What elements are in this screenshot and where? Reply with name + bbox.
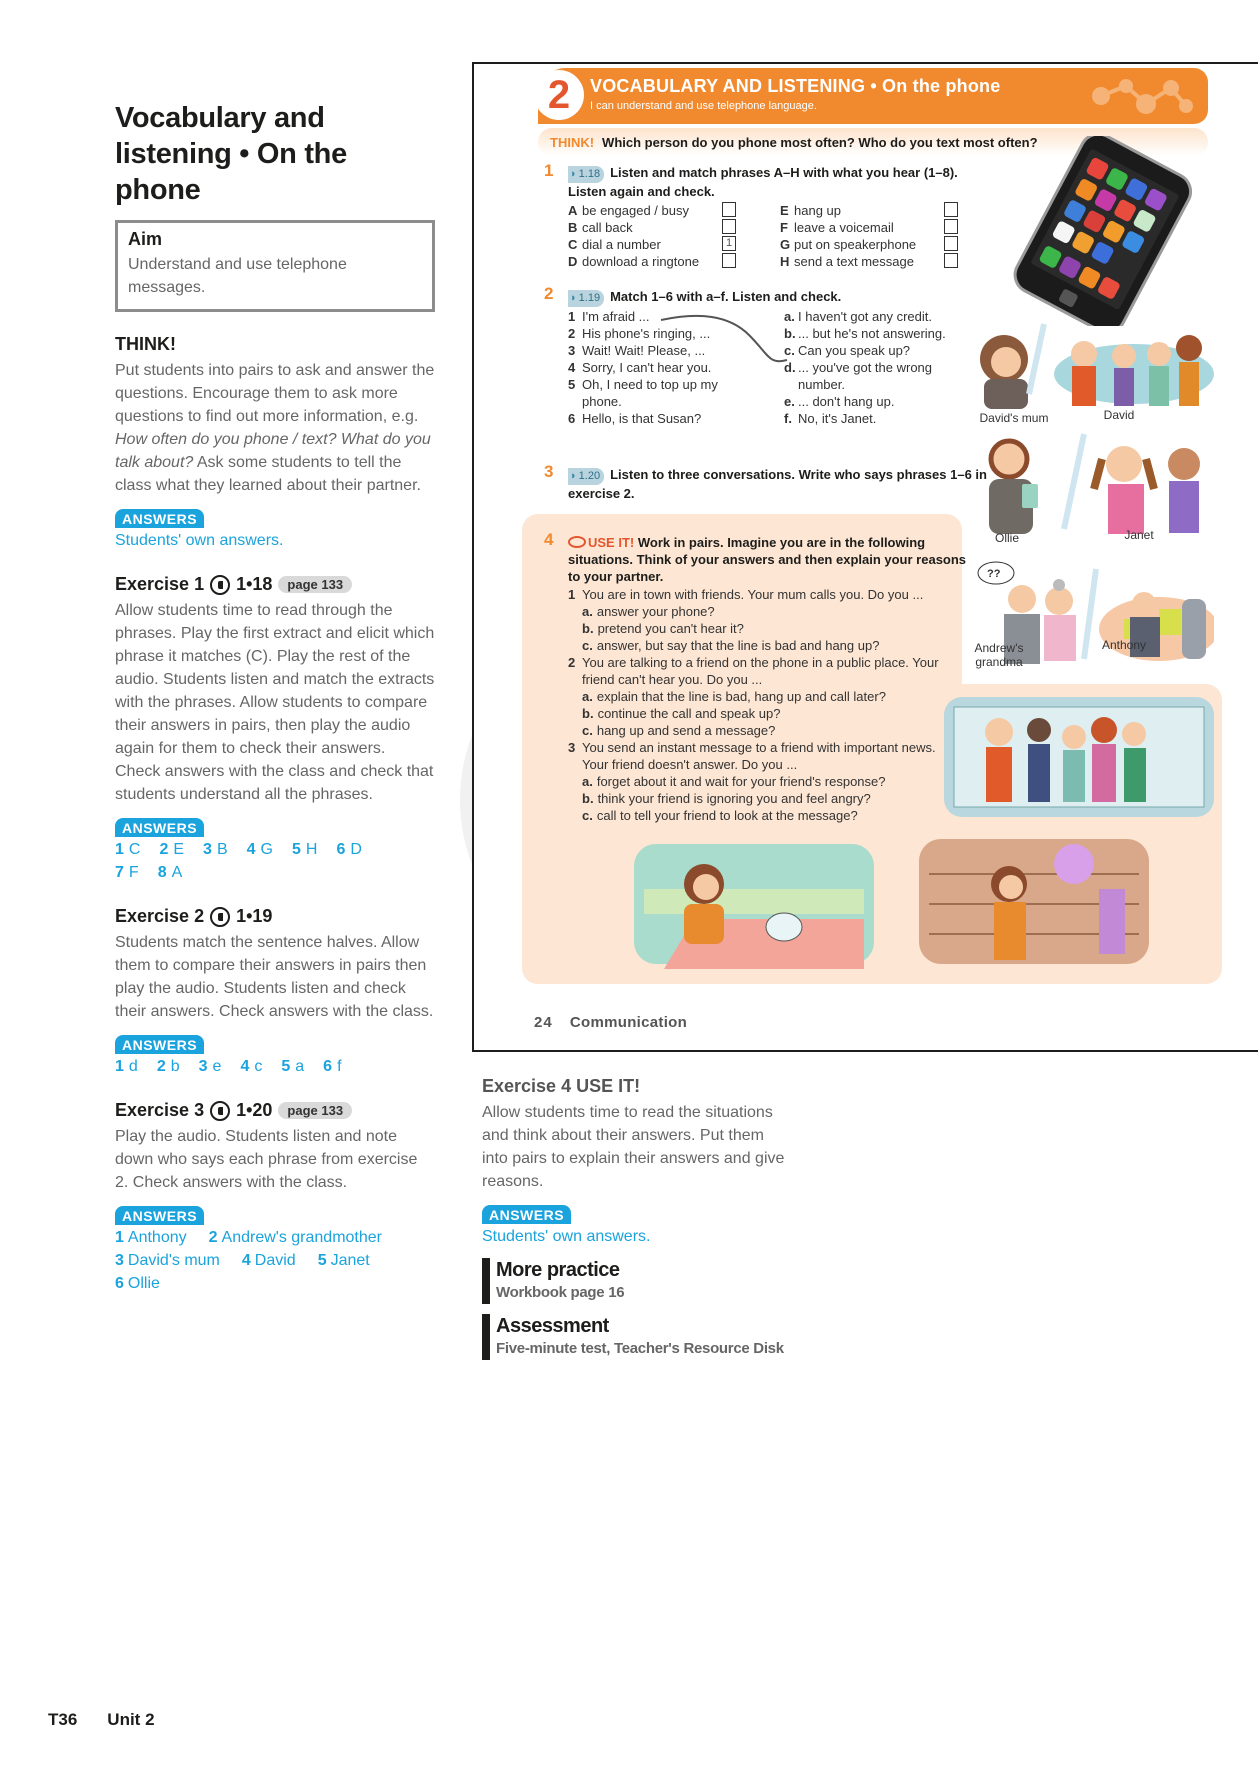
- phrase-letter: F: [780, 220, 788, 235]
- aim-label: Aim: [128, 229, 163, 249]
- exercise2-section: [115, 906, 435, 1078]
- option-letter: b.: [582, 791, 594, 806]
- exercise1-phrases-right: [780, 202, 960, 270]
- answer-number: 3: [198, 1058, 209, 1075]
- phrase-text: hang up: [794, 203, 841, 218]
- option-text: continue the call and speak up?: [597, 706, 781, 721]
- option-letter: a.: [582, 604, 593, 619]
- answer-checkbox[interactable]: [722, 253, 736, 268]
- exercise1-section: [115, 574, 435, 884]
- answer-number: 6: [323, 1058, 334, 1075]
- situation-item: [568, 586, 948, 603]
- think-text: [115, 359, 435, 497]
- phrase-letter: C: [568, 237, 578, 252]
- character-label: Andrew's grandma: [974, 641, 1024, 669]
- answer-value: a: [295, 1058, 306, 1075]
- item-number: 6: [568, 411, 576, 426]
- aim-text: Understand and use telephone messages.: [128, 256, 347, 296]
- teacher-notes-column: [115, 100, 435, 1295]
- speech-bubble-text: ??: [987, 568, 1001, 580]
- answer-item: [323, 1055, 342, 1078]
- answer-item: [209, 1226, 382, 1249]
- assessment-block: [482, 1314, 802, 1360]
- page-code: T36: [48, 1710, 78, 1729]
- think-question: Which person do you phone most often? Who do you text most often?: [602, 134, 1038, 150]
- option-letter: c.: [582, 723, 593, 738]
- speech-bubble-icon: [568, 536, 586, 548]
- think-label: THINK!: [550, 134, 595, 150]
- option-letter: a.: [582, 689, 593, 704]
- exercise3-heading: [115, 1100, 435, 1121]
- character-label: Ollie: [994, 531, 1019, 545]
- exercise4-situations: [568, 586, 948, 824]
- situation-option: [568, 807, 948, 824]
- page-title: Vocabulary and listening • On the phone: [115, 102, 347, 206]
- audio-icon[interactable]: [210, 907, 230, 927]
- phrase-letter: E: [780, 203, 789, 218]
- student-page-footer: [534, 1014, 687, 1031]
- exercise3-instruction-text: Listen to three conversations. Write who says phrases 1–6 in exercise 2.: [568, 467, 987, 501]
- answer-value: Janet: [330, 1252, 370, 1269]
- item-text: Oh, I need to top up my phone.: [582, 377, 718, 409]
- item-text: No, it's Janet.: [798, 411, 877, 426]
- answers-badge: ANSWERS: [115, 509, 204, 528]
- item-text: ... but he's not answering.: [798, 326, 946, 341]
- answer-item: [115, 1055, 139, 1078]
- item-text: I haven't got any credit.: [798, 309, 933, 324]
- answer-item: [203, 838, 229, 861]
- answer-number: 4: [240, 1058, 251, 1075]
- sentence-end: [784, 410, 974, 427]
- character-label: David: [1103, 408, 1135, 422]
- answer-value: Andrew's grandmother: [221, 1229, 382, 1246]
- exercise1-number: 1: [544, 161, 554, 180]
- audio-track-chip[interactable]: ◗ 1.19: [568, 290, 604, 307]
- answer-value: H: [305, 841, 319, 858]
- situation-option: [568, 790, 948, 807]
- use-it-label: USE IT!: [588, 535, 635, 550]
- situation-number: 3: [568, 740, 576, 755]
- answer-number: 5: [281, 1058, 292, 1075]
- phrase-letter: B: [568, 220, 578, 235]
- exercise2-instruction: [568, 288, 988, 307]
- answer-value: A: [171, 864, 184, 881]
- answer-checkbox[interactable]: [722, 219, 736, 234]
- answer-value: e: [212, 1058, 223, 1075]
- answer-item: [199, 1055, 223, 1078]
- answers-badge: ANSWERS: [115, 818, 204, 837]
- item-text: ... you've got the wrong number.: [798, 360, 933, 392]
- answer-number: 2: [156, 1058, 167, 1075]
- answer-number: 6: [336, 841, 347, 858]
- situation-option: [568, 705, 948, 722]
- character-label: David's mum: [979, 411, 1049, 425]
- section-subtitle: I can understand and use telephone language.: [590, 100, 817, 112]
- answer-number: 1: [115, 841, 125, 858]
- phrase-text: send a text message: [794, 254, 914, 269]
- track-number: 1•19: [236, 906, 273, 926]
- student-book-page: [472, 62, 1258, 1052]
- sentence-end: [784, 325, 974, 342]
- answer-value: G: [260, 841, 274, 858]
- exercise1-instruction-text: Listen and match phrases A–H with what you hear (1–8). Listen again and check.: [568, 165, 958, 199]
- item-number: 5: [568, 377, 576, 392]
- answer-value: b: [170, 1058, 181, 1075]
- think-text-part: Put students into pairs to ask and answer the questions. Encourage them to ask more questions to find out more information, e.g.: [115, 362, 435, 425]
- exercise2-text: Students match the sentence halves. Allow them to compare their answers in pairs then play the audio. Students listen and check their answers. Check answers with the class.: [115, 934, 434, 1020]
- answer-value: D: [350, 841, 363, 858]
- answer-number: 6: [115, 1275, 124, 1292]
- answer-value: C: [128, 841, 142, 858]
- exercise2-instruction-text: Match 1–6 with a–f. Listen and check.: [610, 289, 842, 304]
- exercise1-answers: [115, 838, 375, 884]
- exercise3-title: Exercise 3: [115, 1100, 205, 1120]
- item-number: 1: [568, 309, 576, 324]
- phrase-item: [568, 219, 748, 236]
- section-number: 2: [534, 70, 584, 120]
- item-number: e.: [784, 394, 795, 409]
- option-text: answer your phone?: [596, 604, 715, 619]
- exercise2-answers: [115, 1055, 435, 1078]
- answer-item: [281, 1055, 305, 1078]
- answer-number: 5: [317, 1252, 327, 1269]
- answer-number: 5: [291, 841, 302, 858]
- phrase-text: call back: [582, 220, 633, 235]
- item-number: 3: [568, 343, 576, 358]
- page-reference[interactable]: page 133: [278, 1102, 352, 1119]
- situation-text: You are in town with friends. Your mum calls you. Do you ...: [582, 587, 924, 602]
- option-text: think your friend is ignoring you and feel angry?: [597, 791, 871, 806]
- answer-number: 3: [203, 841, 213, 858]
- situation-option: [568, 603, 948, 620]
- item-text: His phone's ringing, ...: [582, 326, 711, 341]
- exercise2-number: 2: [544, 284, 554, 303]
- answer-number: 7: [115, 864, 125, 881]
- exercise4-answers: Students' own answers.: [482, 1228, 651, 1245]
- unit-label: Unit 2: [107, 1710, 155, 1729]
- assessment-reference: Five-minute test, Teacher's Resource Disk: [496, 1340, 784, 1357]
- answer-item: [240, 1055, 263, 1078]
- answer-value: Ollie: [127, 1275, 160, 1292]
- answer-checkbox[interactable]: 1: [722, 236, 736, 251]
- phrase-letter: D: [568, 254, 578, 269]
- phrase-text: dial a number: [582, 237, 661, 252]
- situation-option: [568, 620, 948, 637]
- sentence-start: [568, 376, 738, 410]
- think-heading: THINK!: [115, 334, 176, 354]
- option-letter: c.: [582, 638, 593, 653]
- phrase-text: download a ringtone: [582, 254, 700, 269]
- exercise2-sentence-ends: [784, 308, 974, 427]
- aim-box: [115, 220, 435, 312]
- phrase-item: [568, 202, 748, 219]
- answer-value: Anthony: [127, 1229, 187, 1246]
- exercise4-instruction-text: Work in pairs. Imagine you are in the following situations. Think of your answers and then explain your reasons to your partner.: [568, 535, 967, 584]
- answer-item: [158, 861, 184, 884]
- situation-option: [568, 722, 948, 739]
- exercise4-instruction: [568, 534, 968, 585]
- answer-number: 1: [115, 1229, 124, 1246]
- option-text: pretend you can't hear it?: [597, 621, 744, 636]
- option-letter: c.: [582, 808, 593, 823]
- item-number: d.: [784, 360, 796, 375]
- answer-number: 4: [246, 841, 257, 858]
- assessment-title: Assessment: [496, 1315, 609, 1337]
- item-number: 2: [568, 326, 576, 341]
- situation-option: [568, 637, 948, 654]
- situation-number: 1: [568, 587, 576, 602]
- answer-value: c: [254, 1058, 264, 1075]
- phrase-item: [780, 202, 960, 219]
- answer-item: [159, 838, 185, 861]
- sentence-end: [784, 393, 974, 410]
- molecule-decoration-icon: [1086, 76, 1196, 116]
- answer-item: [115, 1249, 220, 1272]
- sentence-end: [784, 308, 974, 325]
- audio-icon[interactable]: [210, 575, 230, 595]
- exercise3-section: [115, 1100, 435, 1295]
- answer-checkbox[interactable]: [722, 202, 736, 217]
- phrase-letter: A: [568, 203, 578, 218]
- item-text: ... don't hang up.: [798, 394, 895, 409]
- answer-item: [247, 838, 274, 861]
- option-text: answer, but say that the line is bad and hang up?: [596, 638, 880, 653]
- audio-track-chip[interactable]: ◗ 1.20: [568, 468, 604, 485]
- answer-value: d: [128, 1058, 139, 1075]
- option-text: call to tell your friend to look at the message?: [596, 808, 858, 823]
- phrase-letter: H: [780, 254, 790, 269]
- example-match-line: [659, 310, 789, 370]
- answer-number: 2: [159, 841, 170, 858]
- think-example-questions: How often do you phone / text? What do you talk about?: [115, 431, 431, 471]
- answer-checkbox[interactable]: [944, 253, 958, 268]
- exercise1-phrases-left: [568, 202, 748, 270]
- think-answers: Students' own answers.: [115, 532, 284, 549]
- answers-badge: ANSWERS: [482, 1205, 571, 1224]
- exercise2-title: Exercise 2: [115, 906, 205, 926]
- situation-option: [568, 773, 948, 790]
- section-banner: [538, 68, 1208, 124]
- answers-badge: ANSWERS: [115, 1206, 204, 1225]
- answer-item: [115, 838, 141, 861]
- exercise1-heading: [115, 574, 435, 595]
- answer-value: David: [254, 1252, 296, 1269]
- option-text: forget about it and wait for your friend's response?: [596, 774, 886, 789]
- audio-icon[interactable]: [210, 1101, 230, 1121]
- think-text-part: Ask some students to tell the class what they learned about their partner.: [115, 454, 421, 494]
- item-text: Hello, is that Susan?: [582, 411, 702, 426]
- page-footer: [48, 1710, 155, 1730]
- exercise3-instruction: [568, 466, 988, 502]
- exercise1-title: Exercise 1: [115, 574, 205, 594]
- item-number: c.: [784, 343, 795, 358]
- kitchen-girl-illustration: [634, 839, 874, 969]
- option-text: explain that the line is bad, hang up and call later?: [596, 689, 886, 704]
- sentence-end: [784, 342, 974, 359]
- answer-number: 3: [115, 1252, 124, 1269]
- option-letter: a.: [582, 774, 593, 789]
- section-title: VOCABULARY AND LISTENING • On the phone: [590, 76, 1001, 96]
- more-practice-title: More practice: [496, 1259, 620, 1281]
- answer-item: [242, 1249, 296, 1272]
- exercise1-instruction: [568, 164, 988, 200]
- more-practice-reference: Workbook page 16: [496, 1284, 625, 1301]
- answer-item: [157, 1055, 181, 1078]
- exercise2-heading: [115, 906, 435, 927]
- answer-value: David's mum: [127, 1252, 220, 1269]
- answer-item: [336, 838, 362, 861]
- item-text: I'm afraid ...: [582, 309, 650, 324]
- smartphone-image: [1004, 136, 1204, 326]
- answer-checkbox[interactable]: [944, 202, 958, 217]
- exercise3-text: Play the audio. Students listen and note down who says each phrase from exercise 2. Check answers with the class.: [115, 1128, 418, 1191]
- answer-number: 4: [241, 1252, 251, 1269]
- phrase-item: [568, 236, 748, 253]
- exercise4-text: Allow students time to read the situations and think about their answers. Put them into pairs to explain their answers and give reasons.: [482, 1104, 785, 1190]
- item-number: 4: [568, 360, 576, 375]
- item-number: f.: [784, 411, 792, 426]
- item-number: b.: [784, 326, 796, 341]
- situation-item: [568, 654, 948, 688]
- option-letter: b.: [582, 621, 594, 636]
- item-text: Can you speak up?: [798, 343, 911, 358]
- phrase-text: leave a voicemail: [794, 220, 894, 235]
- situation-number: 2: [568, 655, 576, 670]
- item-number: a.: [784, 309, 795, 324]
- answer-checkbox[interactable]: [944, 236, 958, 251]
- track-number: 1•20: [236, 1100, 273, 1120]
- phrase-item: [780, 253, 960, 270]
- exercise1-text: Allow students time to read through the phrases. Play the first extract and elicit which phrase it matches (C). Play the rest of the audio. Students listen and match the extracts with the phrases. Allow students to compare their answers in pairs, then play the audio again for them to check their answers. Check answers with the class and check that students understand all the phrases.: [115, 602, 435, 803]
- option-letter: b.: [582, 706, 594, 721]
- phrase-text: put on speakerphone: [794, 237, 917, 252]
- option-text: hang up and send a message?: [596, 723, 776, 738]
- exercise3-answers: [115, 1226, 435, 1295]
- phrase-item: [780, 236, 960, 253]
- answer-value: f: [337, 1058, 343, 1075]
- exercise3-number: 3: [544, 462, 554, 481]
- answers-badge: ANSWERS: [115, 1035, 204, 1054]
- sentence-start: [568, 410, 738, 427]
- situation-item: [568, 739, 948, 773]
- sentence-end: [784, 359, 974, 393]
- student-page-section: Communication: [569, 1014, 688, 1031]
- exercise4-number: 4: [544, 530, 554, 549]
- phrase-item: [780, 219, 960, 236]
- answer-value: E: [173, 841, 186, 858]
- answer-item: [318, 1249, 370, 1272]
- exercise4-heading: Exercise 4 USE IT!: [482, 1076, 641, 1096]
- answer-item: [115, 861, 140, 884]
- student-page-number: 24: [534, 1014, 553, 1031]
- track-number: 1•18: [236, 574, 273, 594]
- exercise4-notes: [482, 1076, 802, 1360]
- answer-checkbox[interactable]: [944, 219, 958, 234]
- answer-number: 2: [208, 1229, 218, 1246]
- answer-item: [292, 838, 318, 861]
- ollie-janet-illustration: [974, 429, 1214, 539]
- answer-item: [115, 1272, 160, 1295]
- phrase-letter: G: [780, 237, 791, 252]
- think-section: [115, 334, 435, 552]
- phrase-item: [568, 253, 748, 270]
- audio-track-chip[interactable]: ◗ 1.18: [568, 166, 604, 183]
- bookshop-girl-illustration: [919, 834, 1149, 969]
- answer-value: B: [216, 841, 229, 858]
- item-text: Sorry, I can't hear you.: [582, 360, 712, 375]
- friends-street-illustration: [944, 692, 1214, 822]
- answer-value: F: [128, 864, 140, 881]
- item-text: Wait! Wait! Please, ...: [582, 343, 706, 358]
- situation-text: You send an instant message to a friend with important news. Your friend doesn't answer. Do you ...: [582, 740, 936, 772]
- more-practice-block: [482, 1258, 802, 1304]
- answer-number: 8: [157, 864, 168, 881]
- character-label: Anthony: [1101, 638, 1147, 652]
- answer-item: [115, 1226, 187, 1249]
- page-reference[interactable]: page 133: [278, 576, 352, 593]
- phrase-text: be engaged / busy: [582, 203, 689, 218]
- situation-text: You are talking to a friend on the phone in a public place. Your friend can't hear you. Do you ...: [582, 655, 939, 687]
- character-label: Janet: [1124, 528, 1154, 542]
- answer-number: 1: [115, 1058, 125, 1075]
- situation-option: [568, 688, 948, 705]
